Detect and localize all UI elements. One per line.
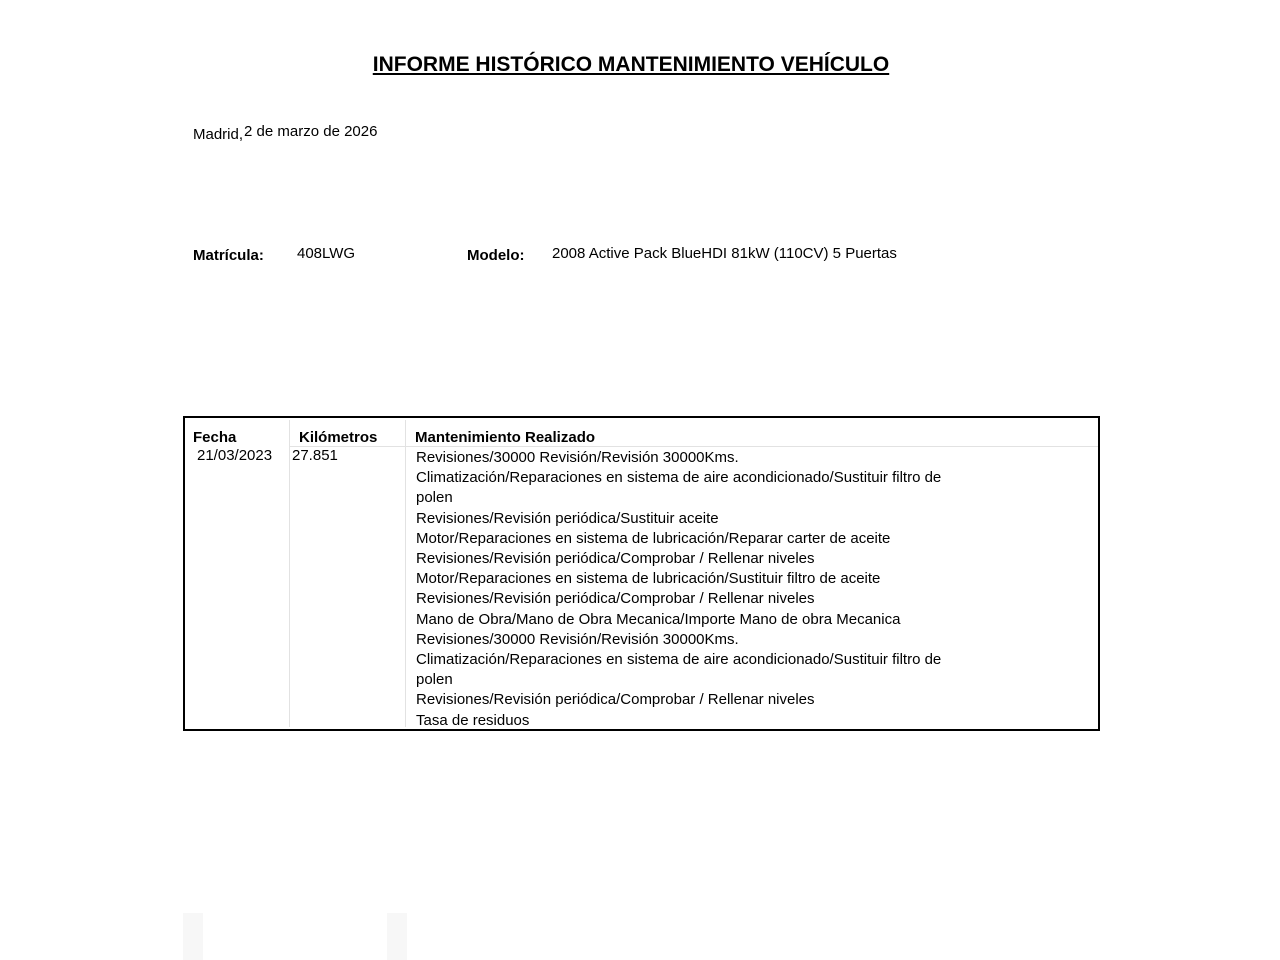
work-line: Revisiones/Revisión periódica/Comprobar / Rellenar niveles bbox=[416, 590, 815, 608]
document-title: INFORME HISTÓRICO MANTENIMIENTO VEHÍCULO bbox=[372, 53, 890, 76]
plate-value: 408LWG bbox=[297, 245, 356, 262]
work-line: Climatización/Reparaciones en sistema de aire acondicionado/Sustituir filtro de bbox=[416, 469, 942, 487]
work-line: Motor/Reparaciones en sistema de lubricación/Sustituir filtro de aceite bbox=[416, 570, 881, 588]
work-line: Revisiones/30000 Revisión/Revisión 30000Kms. bbox=[416, 449, 739, 466]
work-line: Motor/Reparaciones en sistema de lubricación/Reparar carter de aceite bbox=[416, 529, 891, 547]
work-line: Revisiones/30000 Revisión/Revisión 30000Kms. bbox=[416, 630, 739, 648]
header-date: Fecha bbox=[193, 429, 237, 446]
place-date bbox=[193, 124, 377, 141]
maintenance-table bbox=[183, 416, 1100, 731]
work-line: polen bbox=[416, 671, 453, 689]
header-work: Mantenimiento Realizado bbox=[415, 429, 596, 446]
date-text: 2 de marzo de 2026 bbox=[244, 123, 378, 140]
work-line: Revisiones/Revisión periódica/Comprobar / Rellenar niveles bbox=[416, 691, 815, 709]
row-work-list bbox=[416, 448, 941, 731]
column-separator-km bbox=[405, 420, 406, 727]
work-line: polen bbox=[416, 489, 453, 507]
model-value: 2008 Active Pack BlueHDI 81kW (110CV) 5 Puertas bbox=[552, 245, 897, 262]
work-line: Tasa de residuos bbox=[416, 711, 530, 729]
row-date: 21/03/2023 bbox=[197, 447, 273, 464]
work-line: Revisiones/Revisión periódica/Sustituir aceite bbox=[416, 509, 719, 527]
work-line: Revisiones/Revisión periódica/Comprobar / Rellenar niveles bbox=[416, 550, 815, 568]
city-text: Madrid, bbox=[193, 126, 244, 143]
faint-column-mark-right bbox=[387, 913, 407, 960]
model-label: Modelo: bbox=[467, 247, 525, 264]
header-km: Kilómetros bbox=[299, 429, 378, 446]
work-line: Climatización/Reparaciones en sistema de aire acondicionado/Sustituir filtro de bbox=[416, 651, 942, 669]
header-underline bbox=[289, 446, 1098, 447]
plate-label: Matrícula: bbox=[193, 247, 264, 264]
work-line: Mano de Obra/Mano de Obra Mecanica/Importe Mano de obra Mecanica bbox=[416, 610, 901, 628]
column-separator-date bbox=[289, 420, 290, 727]
row-km: 27.851 bbox=[292, 447, 338, 464]
faint-column-mark-left bbox=[183, 913, 203, 960]
